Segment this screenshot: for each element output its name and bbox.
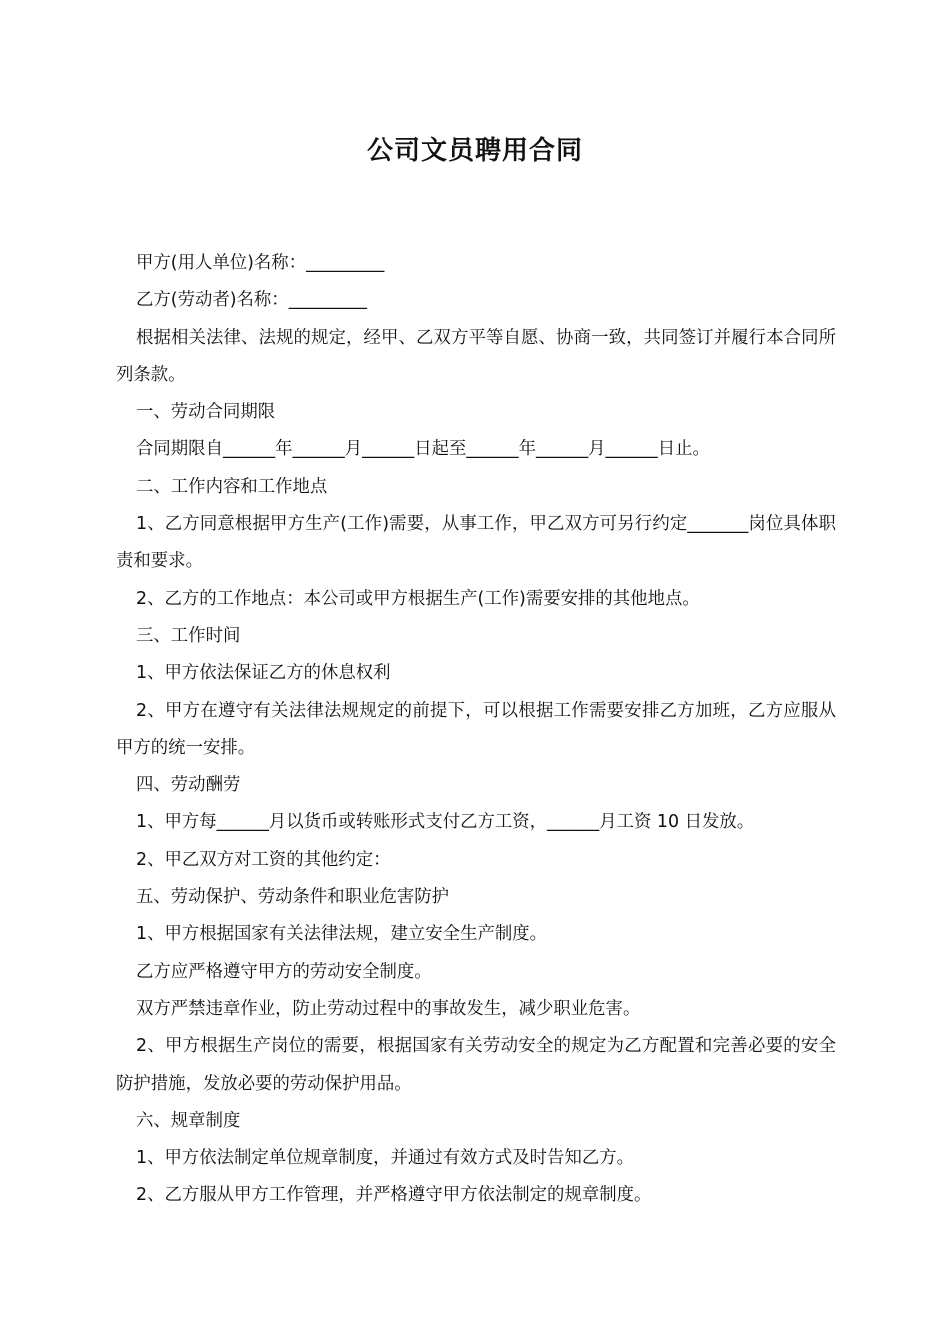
party-b-name-line: 乙方(劳动者)名称：_________ (136, 290, 367, 311)
clause-paragraph: 1、乙方同意根据甲方生产(工作)需要，从事工作，甲乙双方可另行约定_______岗位具体职责和要求。 (116, 514, 836, 572)
contract-term-line: 合同期限自______年______月______日起至______年______月______日止。 (136, 439, 710, 460)
clause-paragraph: 2、甲方在遵守有关法律法规规定的前提下，可以根据工作需要安排乙方加班，乙方应服从甲方的统一安排。 (116, 700, 836, 758)
clause-paragraph: 2、甲乙双方对工资的其他约定： (136, 849, 391, 870)
clause-paragraph: 1、甲方根据国家有关法律法规，建立安全生产制度。 (136, 924, 548, 945)
section-heading-working-hours: 三、工作时间 (136, 625, 241, 646)
document-title: 公司文员聘用合同 (366, 136, 583, 166)
preamble-paragraph: 根据相关法律、法规的规定，经甲、乙双方平等自愿、协商一致，共同签订并履行本合同所列条款。 (116, 327, 836, 385)
section-heading-term: 一、劳动合同期限 (136, 402, 276, 423)
clause-paragraph: 2、乙方服从甲方工作管理，并严格遵守甲方依法制定的规章制度。 (136, 1185, 652, 1206)
clause-paragraph: 1、甲方每______月以货币或转账形式支付乙方工资，______月工资 10 日发放。 (136, 812, 755, 833)
clause-paragraph: 1、甲方依法制定单位规章制度，并通过有效方式及时告知乙方。 (136, 1148, 635, 1169)
party-a-name-line: 甲方(用人单位)名称：_________ (136, 253, 385, 273)
section-heading-labor-protection: 五、劳动保护、劳动条件和职业危害防护 (136, 887, 450, 908)
section-heading-remuneration: 四、劳动酬劳 (136, 775, 241, 796)
clause-paragraph: 2、甲方根据生产岗位的需要，根据国家有关劳动安全的规定为乙方配置和完善必要的安全防护措施，发放必要的劳动保护用品。 (116, 1036, 836, 1094)
clause-paragraph: 1、甲方依法保证乙方的休息权利 (136, 663, 391, 684)
clause-paragraph: 2、乙方的工作地点：本公司或甲方根据生产(工作)需要安排的其他地点。 (136, 588, 700, 609)
clause-paragraph: 双方严禁违章作业，防止劳动过程中的事故发生，减少职业危害。 (136, 998, 641, 1019)
section-heading-work-content: 二、工作内容和工作地点 (136, 476, 328, 497)
document-body (116, 245, 836, 1215)
section-heading-rules: 六、规章制度 (136, 1110, 241, 1131)
clause-paragraph: 乙方应严格遵守甲方的劳动安全制度。 (136, 961, 432, 982)
